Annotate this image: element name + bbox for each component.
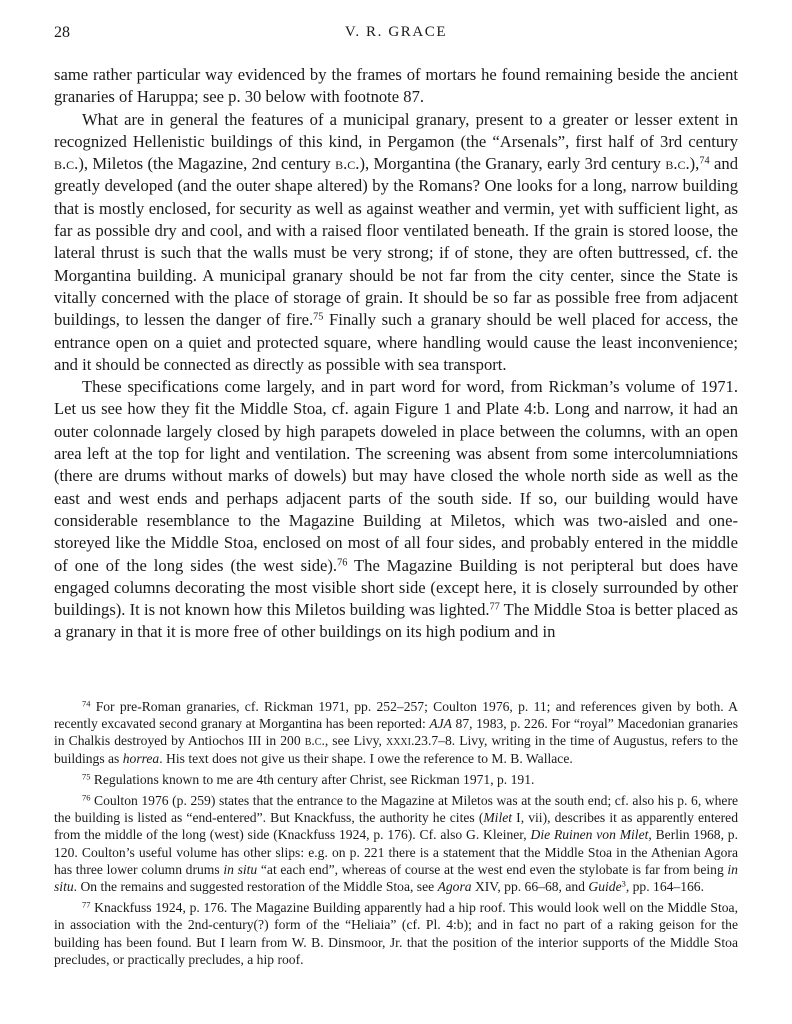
page-number: 28 [54,24,70,41]
footnote-77 [54,899,738,968]
latin-term: in situ [54,861,738,895]
footnote-76 [54,792,738,895]
paragraph-text: same rather particular way evidenced by the frames of mortars he found remaining beside the ancient granaries of Haruppa; see p. 30 below with footnote 87. [54,65,738,107]
text-run: The Magazine Building is not peripteral but does have engaged columns decorating the most visible short side (except here, it is closely surrounded by other buildings). It is not known how this Miletos building was lighted. [54,555,738,620]
footnote-ref-75[interactable]: 75 [313,311,324,323]
text-run: Finally such a granary should be well placed for access, the entrance open on a quiet and protected square, where handling would cause the least inconvenience; and it should be connected as directly as possible with sea transport. [54,310,738,374]
text-run: Regulations known to me are 4th century after Christ, see Rickman 1971, p. 191. [90,771,535,787]
footnote-number: 75 [82,771,91,782]
text-run: ), Miletos (the Magazine, 2nd century [78,154,336,174]
text-run: , see Livy, [324,733,386,749]
era-abbrev: b.c. [665,154,690,174]
paragraph-1 [54,64,738,109]
text-run: What are in general the features of a municipal granary, present to a greater or lesser extent in recognized Hellenistic buildings of this kind, in Pergamon (the “Arsenals”, first half of 3rd century [54,109,738,151]
footnote-number: 74 [82,698,91,709]
text-run: 87, 1983, p. 226. For “royal” Macedonian granaries in Chalkis destroyed by Antiochos III in 200 [54,716,738,749]
book-title: Guide [588,879,622,895]
paragraph-2 [54,109,738,377]
text-run: ), [689,154,700,174]
text-run: I, vii), describes it as apparently entered from the middle of the long (west) side (Knackfuss 1924, p. 176). Cf. also G. Kleiner, [54,810,738,843]
latin-term: in situ [223,861,258,877]
footnote-number: 76 [82,792,91,803]
paragraph-3 [54,376,738,644]
text-run: . On the remains and suggested restoration of the Middle Stoa, see [73,879,438,895]
era-abbrev: b.c. [54,154,79,174]
text-run: For pre-Roman granaries, cf. Rickman 1971, pp. 252–257; Coulton 1976, p. 11; and references given by both. A recently excavated second granary at Morgantina has been reported: [54,699,738,732]
running-head: V. R. GRACE [344,24,448,40]
text-run: ), Morgantina (the Granary, early 3rd century [359,154,666,174]
text-run: .23.7–8. Livy, writing in the time of Augustus, refers to the buildings as [54,733,738,766]
main-text [54,64,738,644]
text-run: Knackfuss 1924, p. 176. The Magazine Building apparently had a hip roof. This would look well on the Middle Stoa, in association with the 2nd-century(?) form of the “Heliaia” (cf. Pl. 4:b); and in fact no part of a raking geison for the building has been found. But I learn from W. B. Dinsmoor, Jr. that the position of the interior supports of the Middle Stoa precludes, or practically precludes, a hip roof. [54,900,738,967]
footnote-75 [54,771,738,788]
footnote-ref-77[interactable]: 77 [489,601,500,613]
era-abbrev: b.c. [335,154,360,174]
book-title: Milet [483,810,513,826]
text-run: , Berlin 1968, p. 120. Coulton’s useful volume has other slips: e.g. on p. 221 there is a statement that the Middle Stoa in the Athenian Agora has three lower column drums [54,827,738,877]
text-run: XIV, pp. 66–68, and [471,879,589,895]
roman-numeral: xxxi [385,733,411,749]
footnote-number: 77 [82,899,91,910]
footnote-74 [54,698,738,767]
text-run: . His text does not give us their shape. I owe the reference to M. B. Wallace. [159,750,573,766]
latin-term: horrea [122,750,160,766]
book-title: Die Ruinen von Milet [530,827,649,843]
edition-superscript: 3 [621,878,626,889]
footnote-ref-76[interactable]: 76 [337,556,348,568]
footnotes [54,698,738,972]
text-run: “at each end”, whereas of course at the west end even the stylobate is far from being [257,861,728,877]
footnote-ref-74[interactable]: 74 [699,155,710,167]
era-abbrev: b.c. [304,733,325,749]
text-run: These specifications come largely, and in part word for word, from Rickman’s volume of 1971. Let us see how they fit the Middle Stoa, cf. again Figure 1 and Plate 4:b. Long and narrow, it had an outer colonnade largely closed by high parapets doweled in place between the columns, with an open area left at the top for light and ventilation. The screening was absent from some intercolumniations (there are drums without marks of dowels) but may have closed the whole north side as well as the east and west ends and perhaps adjacent parts of the south side. If so, our building would have considerable resemblance to the Magazine Building at Miletos, which was two-aisled and one-storeyed like the Middle Stoa, enclosed on most of all four sides, and probably entered in the middle of one of the long sides (the west side). [54,377,738,575]
journal-title: AJA [429,716,452,732]
text-run: , pp. 164–166. [625,879,704,895]
book-title: Agora [437,879,472,895]
text-run: Coulton 1976 (p. 259) states that the entrance to the Magazine at Miletos was at the south end; cf. also his p. 6, where the building is listed as “end-entered”. But Knackfuss, the authority he cites ( [54,793,738,826]
page-header [54,24,738,44]
text-run: The Middle Stoa is better placed as a granary in that it is more free of other buildings on its high podium and in [54,600,739,642]
text-run: and greatly developed (and the outer shape altered) by the Romans? One looks for a long, narrow building that is mostly enclosed, for security as well as against weather and vermin, yet with sufficient light, as far as possible dry and cool, and with a raised floor ventilated beneath. If the grain is stored loose, the lateral thrust is such that the walls must be very strong; if of stone, they are often buttressed, cf. the Morgantina building. A municipal granary should be not far from the city center, since the State is vitally concerned with the place of storage of grain. It should be so far as possible free from adjacent buildings, to lessen the danger of fire. [54,154,738,330]
